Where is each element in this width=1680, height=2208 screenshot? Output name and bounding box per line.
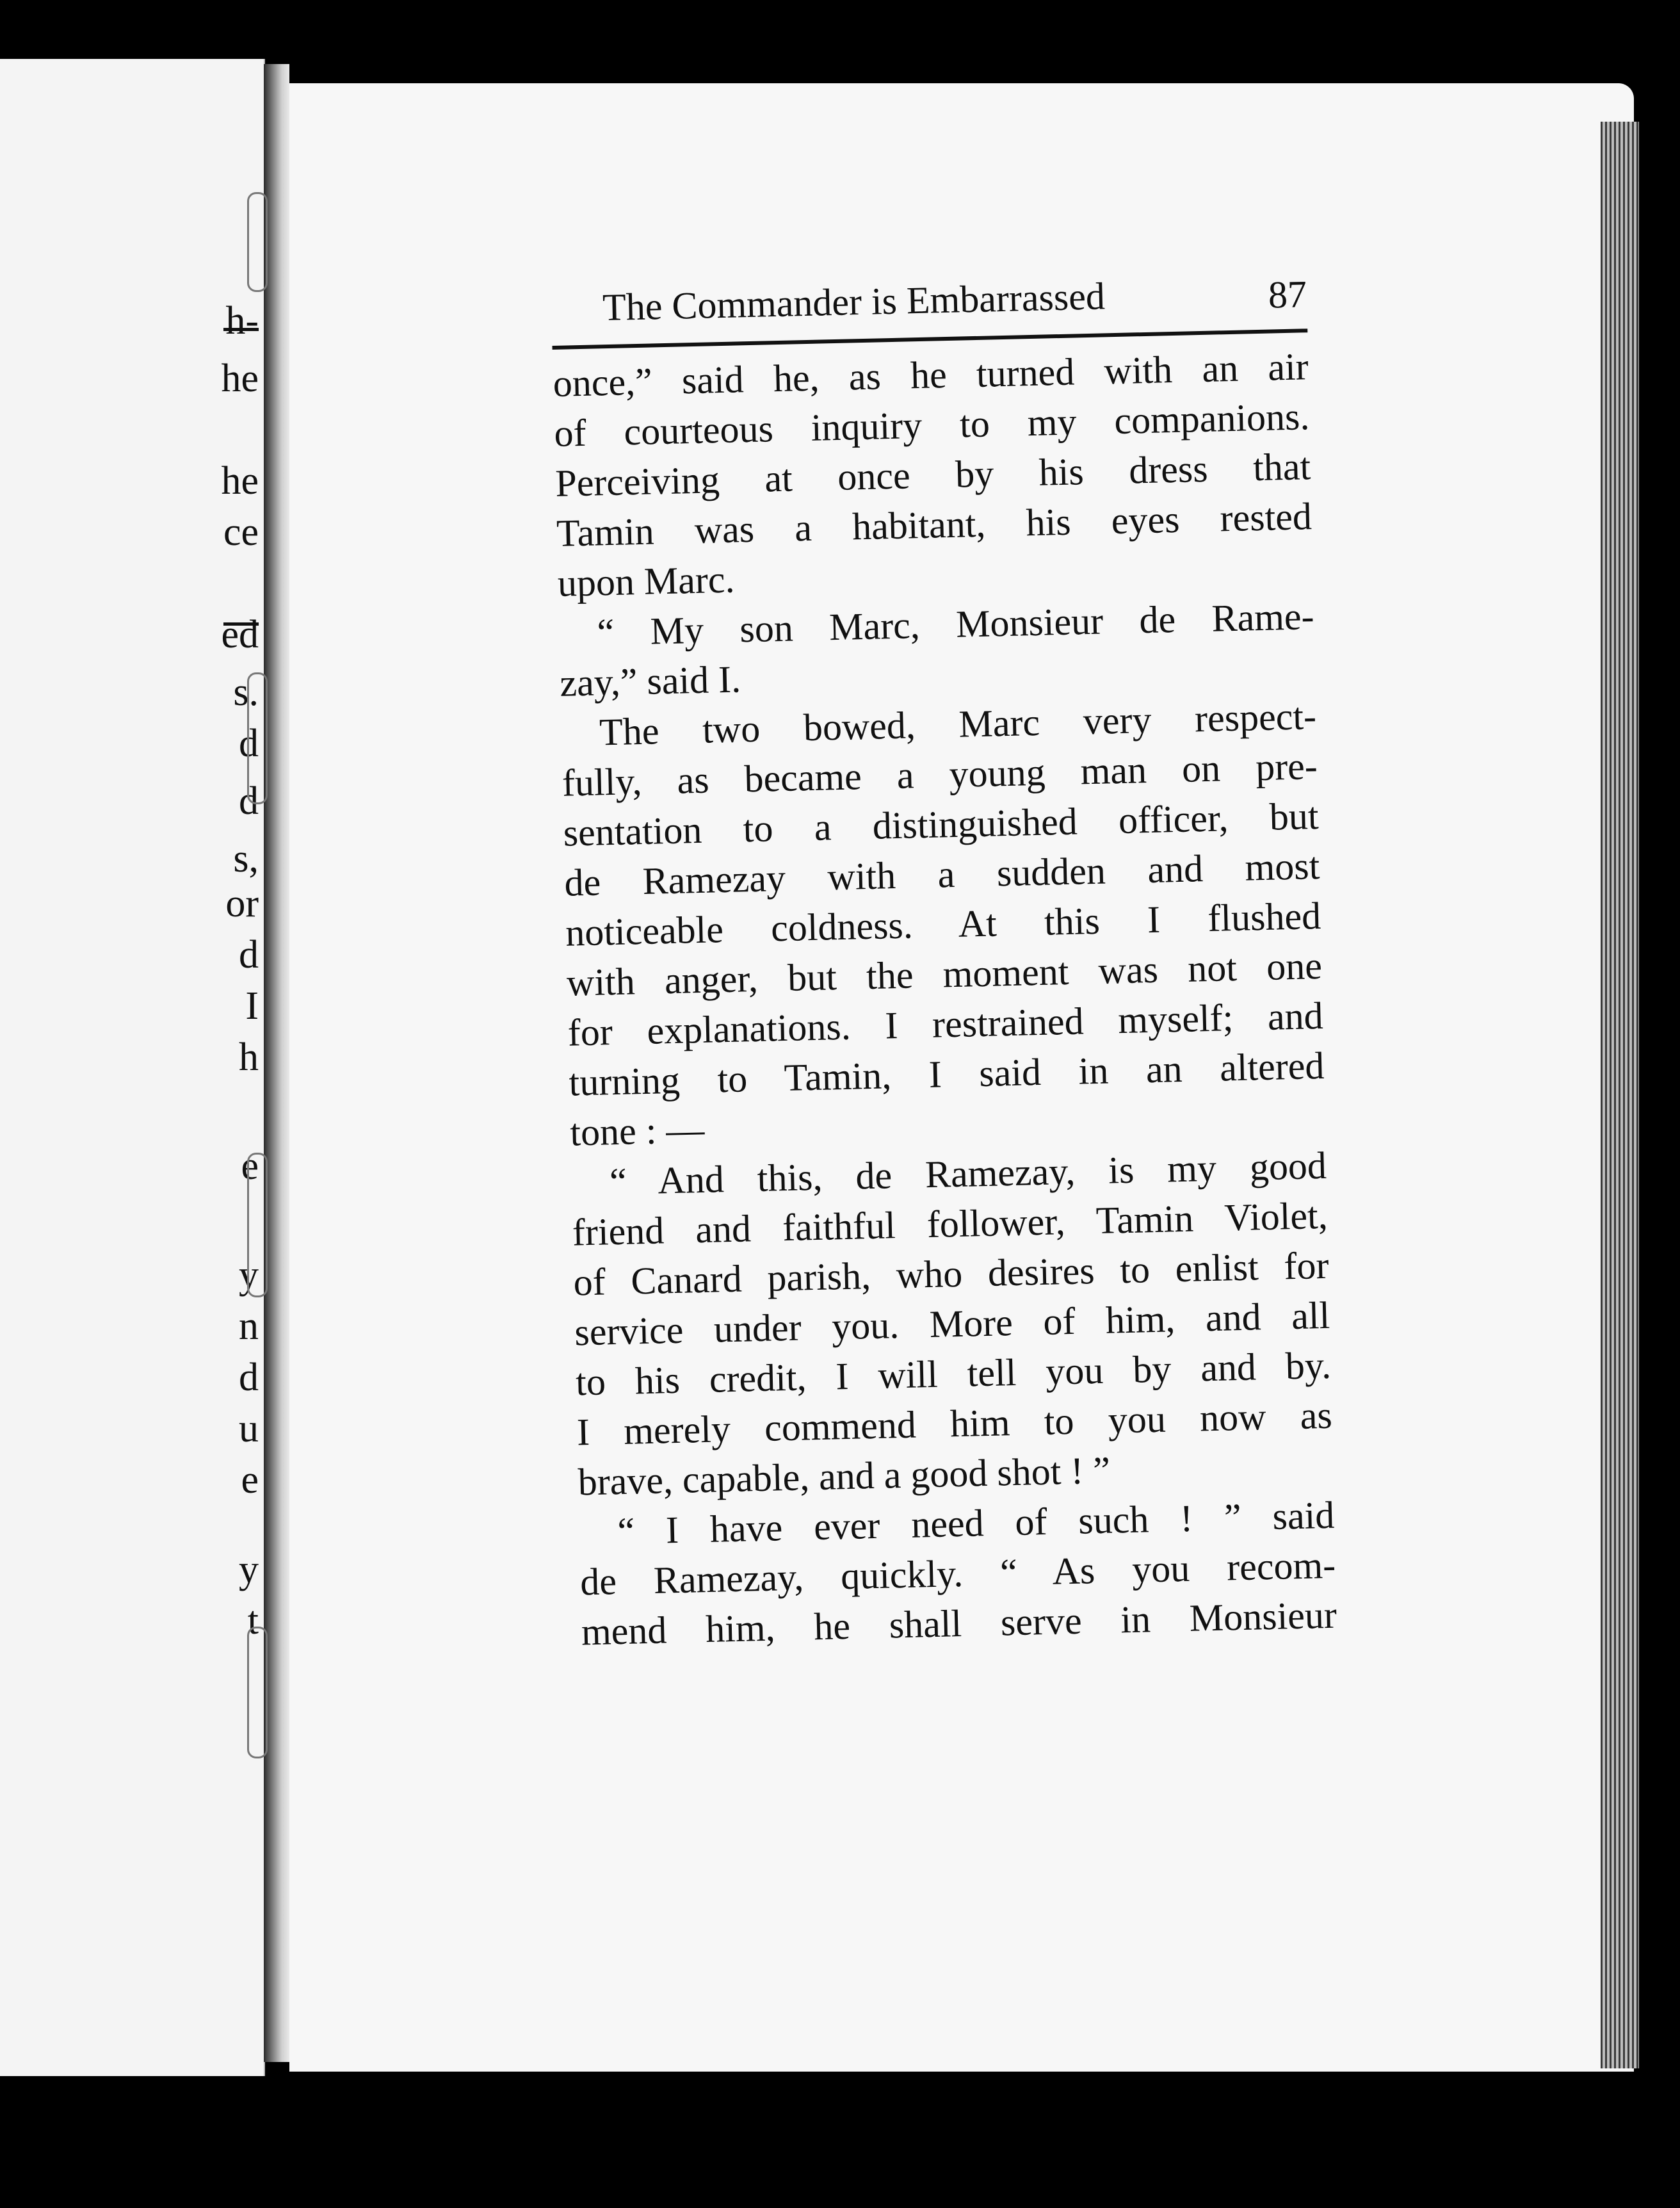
text-line: fully, as became a young man on pre- xyxy=(561,745,1318,804)
text-line: Perceiving at once by his dress that xyxy=(554,445,1311,505)
text-line: “ My son Marc, Monsieur de Rame- xyxy=(596,595,1315,654)
text-line: once,” said he, as he turned with an air xyxy=(553,345,1309,405)
page-fore-edge xyxy=(1601,122,1639,2068)
text-line: de Ramezay, quickly. “ As you recom- xyxy=(579,1543,1336,1603)
text-line: de Ramezay with a sudden and most xyxy=(563,844,1320,904)
text-line: of Canard parish, who desires to enlist for xyxy=(572,1244,1330,1304)
running-title: The Commander is Embarrassed xyxy=(602,275,1106,329)
left-page-fragment: h xyxy=(239,1035,259,1079)
text-line: mend him, he shall serve in Monsieur xyxy=(581,1593,1337,1653)
binding-stitch xyxy=(247,672,268,804)
text-line: zay,” said I. xyxy=(559,658,741,704)
left-page-fragment: d xyxy=(239,779,259,823)
text-line: upon Marc. xyxy=(557,558,736,605)
body-text xyxy=(553,341,1337,1657)
left-page-fragment: d xyxy=(239,1356,259,1399)
left-page-fragment: ce xyxy=(223,510,259,554)
text-line: to his credit, I will tell you by and by. xyxy=(575,1343,1332,1404)
text-line: tone : — xyxy=(569,1108,706,1154)
left-page-fragment: y xyxy=(239,1548,259,1591)
left-page-fragment: h- xyxy=(225,299,259,343)
page-text-block xyxy=(551,258,1337,1657)
text-line: sentation to a distinguished officer, but xyxy=(563,795,1320,854)
left-page xyxy=(0,59,265,2076)
text-line: friend and faithful follower, Tamin Violet, xyxy=(572,1194,1329,1254)
left-page-fragment: I xyxy=(245,984,259,1028)
left-page-fragment: s, xyxy=(233,837,259,881)
text-line: noticeable coldness. At this I flushed xyxy=(565,894,1321,954)
text-line: turning to Tamin, I said in an altered xyxy=(568,1044,1325,1104)
left-page-fragment: u xyxy=(239,1407,259,1450)
page-number: 87 xyxy=(1268,273,1307,316)
text-line: service under you. More of him, and all xyxy=(574,1294,1330,1354)
left-page-fragment: e xyxy=(241,1144,259,1188)
left-page-text-fragments xyxy=(206,59,264,2076)
text-line: brave, capable, and a good shot ! ” xyxy=(578,1449,1111,1504)
left-page-fragment: d xyxy=(239,722,259,765)
text-line: Tamin was a habitant, his eyes rested xyxy=(556,495,1312,555)
text-line: with anger, but the moment was not one xyxy=(566,944,1323,1004)
text-line: I merely commend him to you now as xyxy=(576,1393,1333,1454)
left-page-fragment: ed xyxy=(221,613,259,656)
left-page-fragment: he xyxy=(221,357,259,400)
book-gutter xyxy=(264,64,289,2062)
binding-stitch xyxy=(247,1627,268,1758)
left-page-fragment: he xyxy=(221,459,259,503)
text-line: The two bowed, Marc very respect- xyxy=(599,695,1317,754)
text-line: “ I have ever need of such ! ” said xyxy=(617,1493,1335,1553)
text-line: of courteous inquiry to my companions. xyxy=(553,395,1311,455)
left-page-fragment: s. xyxy=(233,670,259,714)
text-line: “ And this, de Ramezay, is my good xyxy=(609,1144,1327,1203)
left-page-fragment: t xyxy=(247,1599,259,1643)
binding-stitch xyxy=(247,1153,268,1297)
left-page-fragment: d xyxy=(239,933,259,977)
binding-stitch xyxy=(247,192,268,292)
text-line: for explanations. I restrained myself; and xyxy=(567,994,1324,1054)
left-page-fragment: y xyxy=(239,1253,259,1297)
left-page-fragment: e xyxy=(241,1458,259,1502)
left-page-fragment: n xyxy=(239,1304,259,1348)
left-page-fragment: or xyxy=(225,882,259,925)
